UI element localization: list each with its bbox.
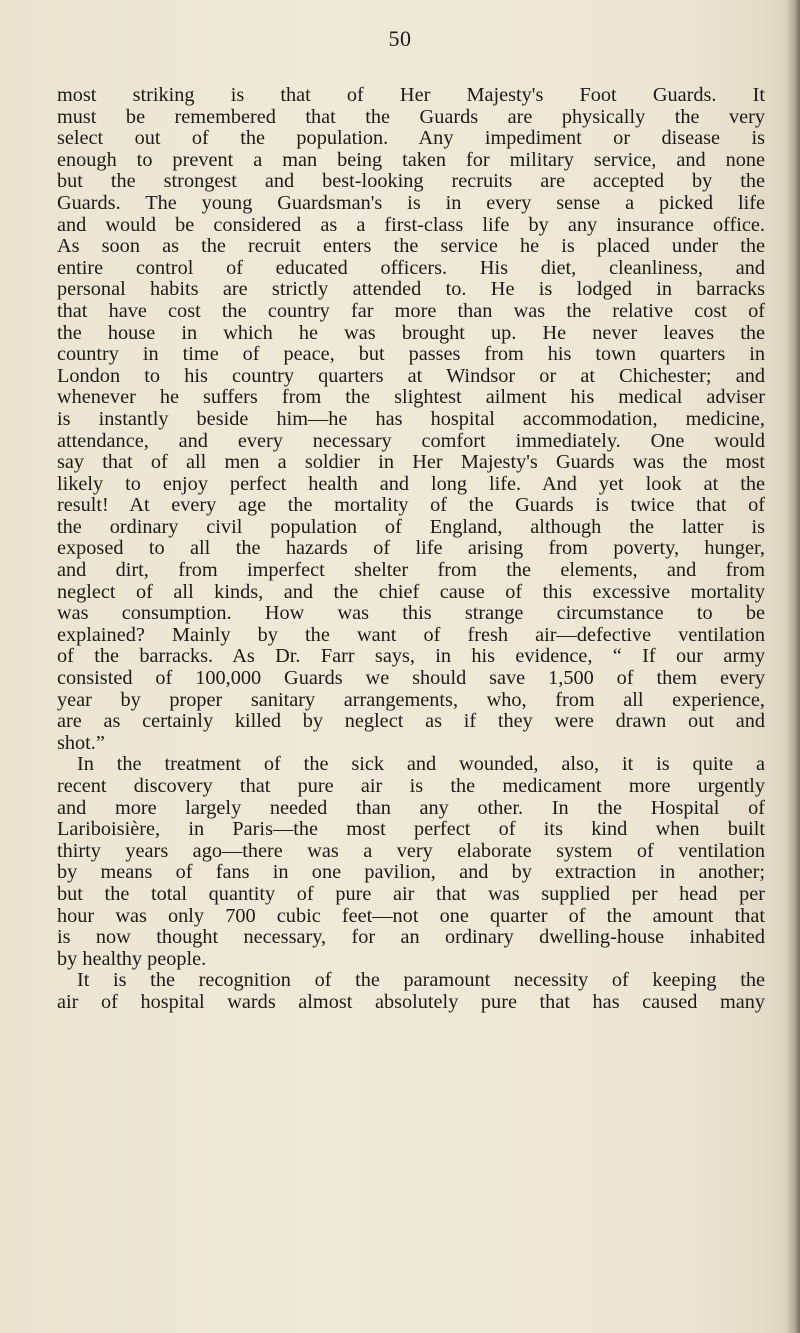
- text-line: enough to prevent a man being taken for military service, and none: [57, 149, 765, 171]
- text-line: by healthy people.: [57, 948, 207, 970]
- text-line: but the total quantity of pure air that was supplied per head per: [57, 883, 765, 905]
- text-line: country in time of peace, but passes from his town quarters in: [57, 344, 765, 366]
- text-line: In the treatment of the sick and wounded, also, it is quite a: [77, 754, 765, 776]
- text-line: neglect of all kinds, and the chief cause of this excessive mortality: [57, 581, 765, 603]
- text-line: consisted of 100,000 Guards we should save 1,500 of them every: [57, 668, 765, 690]
- text-line: personal habits are strictly attended to. He is lodged in barracks: [57, 279, 765, 301]
- text-line: recent discovery that pure air is the medicament more urgently: [57, 776, 765, 797]
- text-line: shot.”: [57, 732, 105, 754]
- text-line: but the strongest and best-looking recruits are accepted by the: [57, 171, 765, 193]
- text-line: say that of all men a soldier in Her Majesty's Guards was the most: [57, 452, 765, 474]
- text-line: the ordinary civil population of England, although the latter is: [57, 516, 765, 538]
- page-edge-shadow: [786, 0, 800, 1333]
- text-line: It is the recognition of the paramount necessity of keeping the: [77, 970, 765, 992]
- text-line: are as certainly killed by neglect as if they were drawn out and: [57, 711, 765, 733]
- text-line: by means of fans in one pavilion, and by extraction in another;: [57, 862, 765, 884]
- text-line: is instantly beside him—he has hospital accommodation, medicine,: [57, 408, 765, 430]
- text-line: Lariboisière, in Paris—the most perfect of its kind when built: [57, 819, 765, 841]
- text-line: and more largely needed than any other. In the Hospital of: [57, 797, 765, 819]
- page-number: 50: [388, 26, 412, 51]
- text-line: likely to enjoy perfect health and long life. And yet look at the: [57, 473, 765, 495]
- text-line: Guards. The young Guardsman's is in every sense a picked life: [57, 192, 765, 214]
- text-line: air of hospital wards almost absolutely pure that has caused many: [57, 991, 765, 1013]
- text-line: most striking is that of Her Majesty's Foot Guards. It: [57, 85, 765, 106]
- text-line: year by proper sanitary arrangements, who, from all experience,: [57, 689, 765, 711]
- text-line: the house in which he was brought up. He never leaves the: [57, 322, 765, 344]
- text-line: was consumption. How was this strange circumstance to be: [57, 603, 765, 625]
- text-line: hour was only 700 cubic feet—not one quarter of the amount that: [57, 905, 765, 927]
- text-line: of the barracks. As Dr. Farr says, in his evidence, “ If our army: [57, 646, 765, 668]
- text-line: thirty years ago—there was a very elaborate system of ventilation: [57, 840, 765, 862]
- text-line: As soon as the recruit enters the service he is placed under the: [57, 236, 765, 258]
- text-line: explained? Mainly by the want of fresh air—defective ventilation: [57, 624, 765, 646]
- text-line: entire control of educated officers. His diet, cleanliness, and: [57, 257, 765, 279]
- text-line: attendance, and every necessary comfort immediately. One would: [57, 430, 765, 452]
- text-line: that have cost the country far more than was the relative cost of: [57, 300, 765, 322]
- text-line: and would be considered as a first-class life by any insurance office.: [57, 214, 765, 236]
- text-line: London to his country quarters at Windsor or at Chichester; and: [57, 365, 765, 387]
- text-line: is now thought necessary, for an ordinary dwelling-house inhabited: [57, 927, 765, 949]
- text-line: result! At every age the mortality of the Guards is twice that of: [57, 495, 765, 517]
- text-line: and dirt, from imperfect shelter from the elements, and from: [57, 560, 765, 582]
- body-text: [57, 85, 765, 1014]
- text-line: must be remembered that the Guards are physically the very: [57, 106, 765, 128]
- text-line: whenever he suffers from the slightest ailment his medical adviser: [57, 387, 765, 409]
- text-line: select out of the population. Any impediment or disease is: [57, 128, 765, 150]
- text-line: exposed to all the hazards of life arising from poverty, hunger,: [57, 538, 765, 560]
